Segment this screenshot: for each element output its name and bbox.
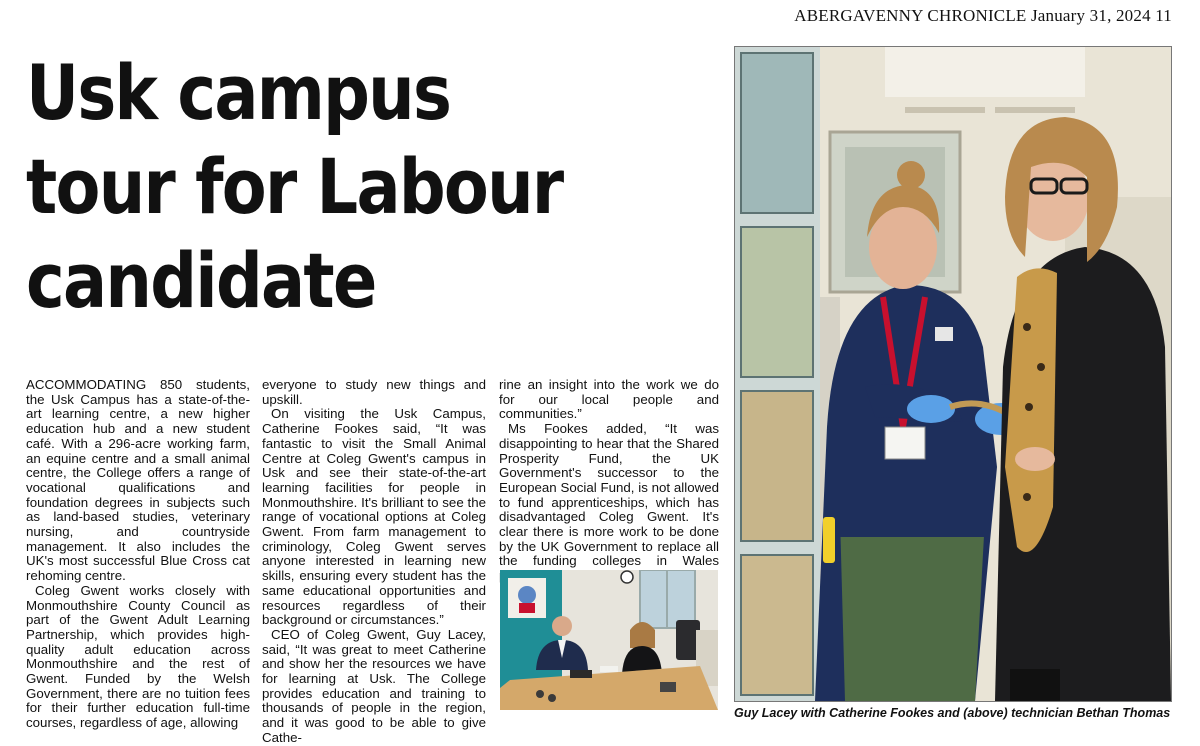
paragraph: CEO of Coleg Gwent, Guy Lacey, said, “It was great to meet Catherine and show her the resources we have for learning at Usk. The College provides education and training to thousands of people in the region, and it was good to be able to give Cathe- [262,626,486,745]
paragraph: On visiting the Usk Campus, Catherine Fookes said, “It was fantastic to visit the Small Animal Centre at Coleg Gwent's campus in Usk and see their state-of-the-art learning facilities for people in Monmouthshire. It's brilliant to see the range of vocational options at Coleg Gwent. From farm management to criminology, Coleg Gwent serves anyone interested in learning new skills, ensuring every student has the same educational opportunities and resources regardless of their background or circumstances.” [262,406,486,628]
headline [26,46,628,328]
technician-photo [734,46,1172,702]
paragraph: Coleg Gwent works closely with Monmouthshire County Council as part of the Gwent Adult Learning Partnership, which provides high-quality adult education across Monmouthshire and the rest of Gwent. Funded by the Welsh Government, there are no tuition fees for their further education full-time courses, regardless of age, allowing [26,582,250,731]
article-column-3 [499,378,719,584]
article-column-2 [262,378,486,746]
paragraph: everyone to study new things and upskill. [262,377,486,407]
meeting-photo [500,570,718,710]
paragraph: Ms Fookes added, “It was disappointing to hear that the Shared Prosperity Fund, the UK Government's successor to the European Social Fund, is not allowed to fund apprenticeships, which has disadvantaged Coleg Gwent. It's clear there is more work to be done by the UK Government to replace all the funding colleges in Wales [499,421,719,569]
headline-line-2: tour for Labour [26,142,563,231]
headline-line-1: Usk campus [26,48,451,137]
headline-line-3: candidate [26,236,376,325]
masthead: ABERGAVENNY CHRONICLE January 31, 2024 11 [794,6,1172,25]
paragraph: rine an insight into the work we do for our local people and communities.” [499,377,719,422]
paragraph: ACCOMMODATING 850 students, the Usk Campus has a state-of-the-art learning centre, a new higher education hub and a new student café. With a 296-acre working farm, an equine centre and a small animal centre, the College offers a range of vocational qualifications and foundation degrees in subjects such as land-based studies, veterinary nursing, and countryside management. It also includes the UK's most successful Blue Cross cat rehoming centre. [26,377,250,584]
photo-caption: Guy Lacey with Catherine Fookes and (above) technician Bethan Thomas [734,706,1171,720]
article-column-1 [26,378,250,731]
